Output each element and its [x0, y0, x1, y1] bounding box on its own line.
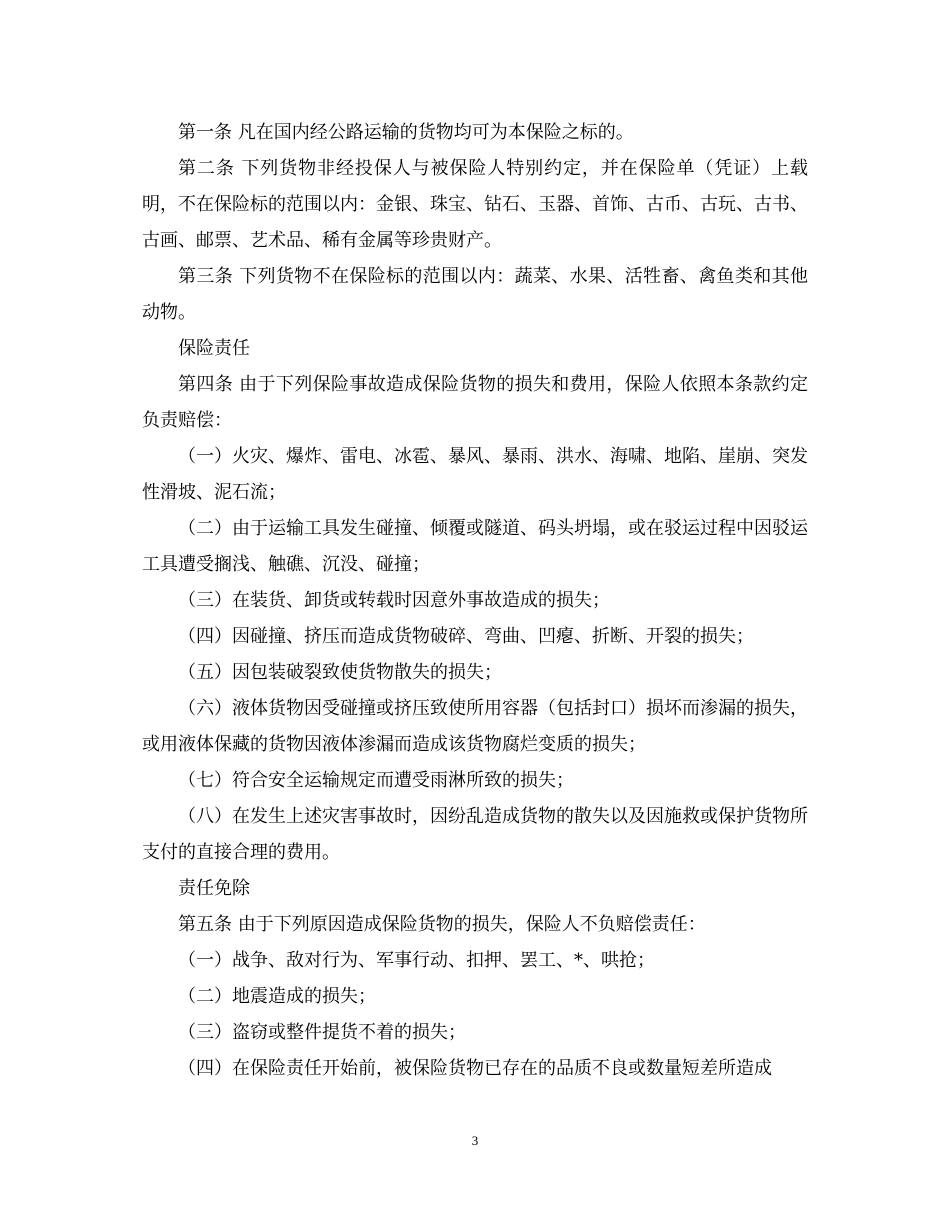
list-item-article-4-5: （五）因包装破裂致使货物散失的损失；: [178, 662, 502, 683]
list-item-article-5-2: （二）地震造成的损失；: [178, 986, 376, 1007]
list-item-article-4-8: （八）在发生上述灾害事故时，因纷乱造成货物的散失以及因施救或保护货物所支付的直接合理的费用。: [142, 806, 808, 863]
list-item-article-5-1: （一）战争、敌对行为、军事行动、扣押、罢工、*、哄抢；: [178, 950, 655, 971]
list-item-article-4-2: （二）由于运输工具发生碰撞、倾覆或隧道、码头坍塌，或在驳运过程中因驳运工具遭受搁浅、触礁、沉没、碰撞；: [142, 518, 808, 575]
paragraph-article-5: 第五条 由于下列原因造成保险货物的损失，保险人不负赔偿责任：: [178, 914, 706, 935]
paragraph-article-4: 第四条 由于下列保险事故造成保险货物的损失和费用，保险人依照本条款约定负责赔偿：: [142, 374, 808, 431]
paragraph-article-2: 第二条 下列货物非经投保人与被保险人特别约定，并在保险单（凭证）上载明，不在保险标的范围以内：金银、珠宝、钻石、玉器、首饰、古币、古玩、古书、古画、邮票、艺术品、稀有金属等珍贵财产。: [142, 158, 808, 251]
paragraph-article-3: 第三条 下列货物不在保险标的范围以内：蔬菜、水果、活牲畜、禽鱼类和其他动物。: [142, 266, 808, 323]
list-item-article-5-4: （四）在保险责任开始前，被保险货物已存在的品质不良或数量短差所造成: [178, 1058, 772, 1079]
section-heading-exclusions: 责任免除: [178, 878, 250, 899]
list-item-article-4-7: （七）符合安全运输规定而遭受雨淋所致的损失；: [178, 770, 574, 791]
list-item-article-4-1: （一）火灾、爆炸、雷电、冰雹、暴风、暴雨、洪水、海啸、地陷、崖崩、突发性滑坡、泥石流；: [142, 446, 808, 503]
section-heading-insurance-liability: 保险责任: [178, 338, 250, 359]
document-body: [142, 115, 808, 1087]
list-item-article-4-6: （六）液体货物因受碰撞或挤压致使所用容器（包括封口）损坏而渗漏的损失，或用液体保藏的货物因液体渗漏而造成该货物腐烂变质的损失；: [142, 698, 808, 755]
list-item-article-4-3: （三）在装货、卸货或转载时因意外事故造成的损失；: [178, 590, 610, 611]
page-number: 3: [471, 1133, 479, 1148]
list-item-article-5-3: （三）盗窃或整件提货不着的损失；: [178, 1022, 466, 1043]
paragraph-article-1: 第一条 凡在国内经公路运输的货物均可为本保险之标的。: [178, 122, 634, 143]
list-item-article-4-4: （四）因碰撞、挤压而造成货物破碎、弯曲、凹瘪、折断、开裂的损失；: [178, 626, 754, 647]
